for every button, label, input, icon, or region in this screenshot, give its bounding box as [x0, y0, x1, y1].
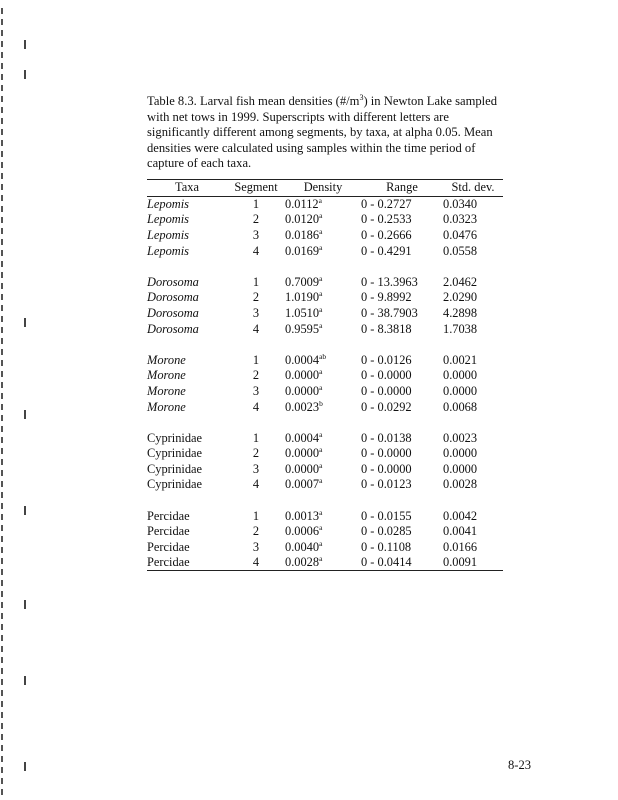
- table-row: [147, 243, 503, 259]
- cell-range: 0 - 0.0138: [361, 430, 412, 445]
- density-value: 0.0004: [285, 352, 320, 367]
- density-value: 1.0510: [285, 305, 320, 320]
- cell-taxon: Dorosoma: [147, 321, 199, 336]
- caption-text-start: Table 8.3. Larval fish mean densities (#/m: [147, 94, 360, 108]
- cell-std-dev: 0.0476: [443, 227, 478, 242]
- cell-density: [285, 430, 361, 446]
- cell-segment: 3: [252, 227, 260, 242]
- cell-segment: 2: [252, 212, 260, 227]
- group-spacer: [147, 415, 503, 431]
- cell-segment: 4: [227, 555, 285, 571]
- group-spacer: [147, 337, 503, 353]
- density-superscript: a: [319, 538, 323, 548]
- caption-text-end: ) in Newton Lake sampled with net tows in 1999. Superscripts with different letters are significantly different among segments, by taxa, at alpha 0.05. Mean densities were calculated using samples within the time period of capture of each taxa.: [147, 94, 498, 171]
- cell-std-dev: 0.0023: [443, 430, 478, 445]
- cell-taxon: Morone: [147, 352, 186, 367]
- header-range: Range: [361, 180, 443, 197]
- cell-range: 0 - 8.3818: [361, 321, 412, 336]
- cell-segment: 2: [252, 446, 260, 461]
- density-value: 0.0000: [285, 383, 320, 398]
- cell-segment: 1: [252, 508, 260, 523]
- density-superscript: a: [318, 195, 322, 205]
- cell-range: 0 - 0.0414: [361, 555, 443, 571]
- cell-std-dev: 0.0041: [443, 524, 478, 539]
- header-taxa: Taxa: [147, 180, 227, 197]
- table-body: [147, 197, 503, 571]
- density-superscript: a: [319, 476, 323, 486]
- table-row: [147, 197, 503, 213]
- header-segment: Segment: [227, 180, 285, 197]
- cell-range: 0 - 0.2533: [361, 212, 412, 227]
- cell-std-dev: 0.0340: [443, 197, 478, 212]
- scan-mark: [24, 40, 26, 49]
- cell-density: [285, 399, 361, 415]
- cell-std-dev: 0.0166: [443, 539, 478, 554]
- cell-density: [285, 306, 361, 322]
- cell-range: 0 - 0.2727: [361, 197, 412, 212]
- header-std-dev: Std. dev.: [443, 180, 503, 197]
- scan-mark: [24, 70, 26, 79]
- density-value: 0.0186: [285, 227, 320, 242]
- caption-superscript: 3: [359, 92, 364, 102]
- cell-range: 0 - 0.0292: [361, 399, 412, 414]
- cell-density: [285, 321, 361, 337]
- cell-taxon: Percidae: [147, 555, 227, 571]
- cell-segment: 1: [252, 430, 260, 445]
- cell-std-dev: 0.0558: [443, 243, 478, 258]
- cell-segment: 4: [252, 477, 260, 492]
- cell-segment: 4: [252, 399, 260, 414]
- table-row: [147, 290, 503, 306]
- table-header-row: [147, 180, 503, 197]
- group-spacer: [147, 259, 503, 275]
- density-value: 0.7009: [285, 274, 320, 289]
- cell-density: [285, 540, 361, 556]
- scan-mark: [24, 600, 26, 609]
- cell-density: [285, 352, 361, 368]
- table-row: [147, 306, 503, 322]
- cell-std-dev: 0.0000: [443, 446, 478, 461]
- density-superscript: a: [319, 226, 323, 236]
- scan-mark: [24, 410, 26, 419]
- density-value: 0.0000: [285, 446, 320, 461]
- density-value: 0.0000: [285, 461, 320, 476]
- cell-taxon: Percidae: [147, 508, 190, 523]
- cell-density: [285, 555, 361, 571]
- cell-range: 0 - 0.0000: [361, 383, 412, 398]
- density-superscript: a: [319, 211, 323, 221]
- cell-std-dev: 0.0068: [443, 399, 478, 414]
- density-value: 0.0028: [285, 555, 320, 570]
- cell-segment: 2: [252, 290, 260, 305]
- cell-std-dev: 0.0000: [443, 461, 478, 476]
- density-superscript: a: [319, 507, 323, 517]
- density-value: 0.0007: [285, 477, 320, 492]
- density-superscript: a: [319, 273, 323, 283]
- cell-std-dev: 0.0091: [443, 555, 503, 571]
- cell-taxon: Lepomis: [147, 197, 189, 212]
- cell-taxon: Lepomis: [147, 212, 189, 227]
- density-superscript: b: [319, 398, 323, 408]
- density-value: 0.0120: [285, 212, 320, 227]
- cell-range: 0 - 9.8992: [361, 290, 412, 305]
- cell-range: 0 - 0.1108: [361, 539, 412, 554]
- table-row: [147, 384, 503, 400]
- cell-range: 0 - 0.0126: [361, 352, 412, 367]
- table-row: [147, 540, 503, 556]
- cell-range: 0 - 0.0000: [361, 368, 412, 383]
- cell-density: [285, 524, 361, 540]
- cell-range: 0 - 0.0000: [361, 461, 412, 476]
- density-value: 0.0040: [285, 539, 320, 554]
- table-row: [147, 399, 503, 415]
- table-row: [147, 352, 503, 368]
- density-value: 0.0004: [285, 430, 320, 445]
- density-value: 1.0190: [285, 290, 320, 305]
- cell-range: 0 - 13.3963: [361, 274, 418, 289]
- cell-taxon: Percidae: [147, 539, 190, 554]
- cell-taxon: Dorosoma: [147, 274, 199, 289]
- table-row: [147, 524, 503, 540]
- density-superscript: a: [319, 429, 323, 439]
- cell-std-dev: 0.0000: [443, 368, 478, 383]
- cell-taxon: Morone: [147, 383, 186, 398]
- cell-taxon: Cyprinidae: [147, 430, 203, 445]
- density-superscript: a: [319, 320, 323, 330]
- page-number: 8-23: [508, 758, 532, 772]
- cell-density: [285, 462, 361, 478]
- density-value: 0.0112: [285, 197, 319, 212]
- cell-range: 0 - 0.4291: [361, 243, 412, 258]
- density-superscript: ab: [319, 351, 327, 361]
- scan-mark: [24, 506, 26, 515]
- cell-taxon: Cyprinidae: [147, 446, 203, 461]
- density-superscript: a: [319, 367, 323, 377]
- cell-segment: 1: [252, 197, 260, 212]
- cell-taxon: Percidae: [147, 524, 190, 539]
- table-row: [147, 508, 503, 524]
- table-row: [147, 555, 503, 571]
- cell-range: 0 - 0.0123: [361, 477, 412, 492]
- cell-segment: 3: [252, 383, 260, 398]
- cell-density: [285, 477, 361, 493]
- cell-taxon: Dorosoma: [147, 305, 199, 320]
- cell-density: [285, 446, 361, 462]
- scan-mark: [24, 318, 26, 327]
- cell-taxon: Lepomis: [147, 227, 189, 242]
- cell-std-dev: 0.0028: [443, 477, 478, 492]
- cell-std-dev: 2.0290: [443, 290, 478, 305]
- cell-density: [285, 212, 361, 228]
- table-row: [147, 212, 503, 228]
- cell-segment: 3: [252, 305, 260, 320]
- table-row: [147, 430, 503, 446]
- density-value: 0.0000: [285, 368, 320, 383]
- cell-std-dev: 0.0021: [443, 352, 478, 367]
- header-density: Density: [285, 180, 361, 197]
- cell-std-dev: 0.0042: [443, 508, 478, 523]
- density-value: 0.9595: [285, 321, 320, 336]
- cell-taxon: Dorosoma: [147, 290, 199, 305]
- density-superscript: a: [319, 523, 323, 533]
- cell-std-dev: 0.0323: [443, 212, 478, 227]
- cell-range: 0 - 0.0285: [361, 524, 412, 539]
- table-row: [147, 446, 503, 462]
- cell-segment: 3: [252, 539, 260, 554]
- cell-density: [285, 243, 361, 259]
- cell-taxon: Morone: [147, 399, 186, 414]
- cell-range: 0 - 0.0155: [361, 508, 412, 523]
- cell-density: [285, 508, 361, 524]
- cell-segment: 4: [252, 243, 260, 258]
- cell-range: 0 - 38.7903: [361, 305, 418, 320]
- cell-range: 0 - 0.2666: [361, 227, 412, 242]
- binding-edge: [0, 0, 6, 800]
- cell-density: [285, 228, 361, 244]
- cell-segment: 1: [252, 274, 260, 289]
- density-value: 0.0006: [285, 524, 320, 539]
- density-superscript: a: [319, 445, 323, 455]
- cell-std-dev: 2.0462: [443, 274, 478, 289]
- cell-segment: 2: [252, 524, 260, 539]
- cell-taxon: Cyprinidae: [147, 477, 203, 492]
- cell-segment: 1: [252, 352, 260, 367]
- cell-range: 0 - 0.0000: [361, 446, 412, 461]
- density-value: 0.0013: [285, 508, 320, 523]
- table-caption: [147, 94, 507, 172]
- table-row: [147, 477, 503, 493]
- table-row: [147, 462, 503, 478]
- table-row: [147, 228, 503, 244]
- density-value: 0.0023: [285, 399, 320, 414]
- cell-taxon: Lepomis: [147, 243, 189, 258]
- cell-taxon: Morone: [147, 368, 186, 383]
- group-spacer: [147, 493, 503, 509]
- density-superscript: a: [319, 304, 323, 314]
- cell-density: [285, 290, 361, 306]
- density-table: [147, 179, 503, 571]
- cell-std-dev: 4.2898: [443, 305, 478, 320]
- density-superscript: a: [319, 242, 323, 252]
- cell-segment: 3: [252, 461, 260, 476]
- density-superscript: a: [319, 382, 323, 392]
- cell-segment: 2: [252, 368, 260, 383]
- density-superscript: a: [319, 289, 323, 299]
- table-row: [147, 368, 503, 384]
- scan-mark: [24, 676, 26, 685]
- density-value: 0.0169: [285, 243, 320, 258]
- cell-density: [285, 197, 361, 213]
- density-superscript: a: [319, 554, 323, 564]
- cell-taxon: Cyprinidae: [147, 461, 203, 476]
- cell-std-dev: 1.7038: [443, 321, 478, 336]
- cell-density: [285, 384, 361, 400]
- density-superscript: a: [319, 460, 323, 470]
- cell-density: [285, 368, 361, 384]
- table-row: [147, 321, 503, 337]
- table-row: [147, 274, 503, 290]
- cell-density: [285, 274, 361, 290]
- cell-std-dev: 0.0000: [443, 383, 478, 398]
- cell-segment: 4: [252, 321, 260, 336]
- scan-mark: [24, 762, 26, 771]
